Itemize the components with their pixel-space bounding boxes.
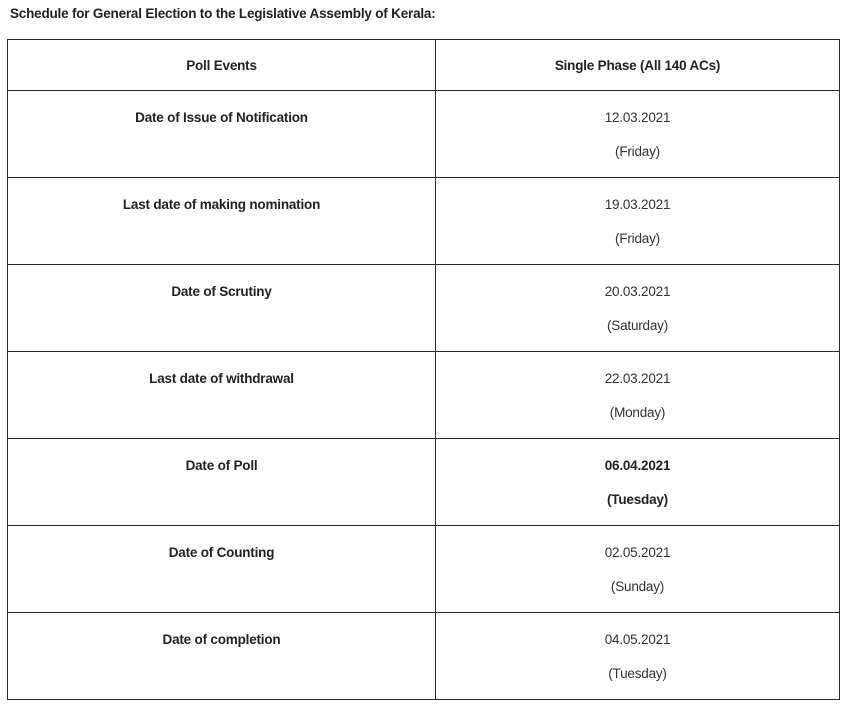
table-row <box>8 178 840 265</box>
date-cell <box>436 613 840 700</box>
date-value: 20.03.2021 <box>604 284 671 299</box>
date-cell <box>436 352 840 439</box>
table-row <box>8 352 840 439</box>
event-cell <box>8 613 436 700</box>
table-row <box>8 526 840 613</box>
table-header-row <box>8 40 840 91</box>
day-value: (Friday) <box>615 144 660 159</box>
day-value: (Monday) <box>609 405 666 420</box>
date-cell <box>436 439 840 526</box>
date-cell <box>436 91 840 178</box>
date-value: 22.03.2021 <box>604 371 671 386</box>
date-value: 04.05.2021 <box>604 632 671 647</box>
date-value: 06.04.2021 <box>604 458 671 473</box>
date-value: 12.03.2021 <box>604 110 671 125</box>
event-cell <box>8 352 436 439</box>
date-cell <box>436 526 840 613</box>
date-cell <box>436 178 840 265</box>
event-cell <box>8 178 436 265</box>
event-cell <box>8 439 436 526</box>
page-title: Schedule for General Election to the Legislative Assembly of Kerala: <box>10 6 436 21</box>
date-cell <box>436 265 840 352</box>
column-header-single-phase: Single Phase (All 140 ACs) <box>436 40 840 91</box>
day-value: (Friday) <box>615 231 660 246</box>
date-value: 19.03.2021 <box>604 197 671 212</box>
day-value: (Tuesday) <box>608 666 667 681</box>
table-row <box>8 265 840 352</box>
table-row <box>8 91 840 178</box>
day-value: (Saturday) <box>606 318 669 333</box>
table-row <box>8 613 840 700</box>
day-value: (Tuesday) <box>607 492 668 507</box>
day-value: (Sunday) <box>610 579 665 594</box>
event-label: Last date of withdrawal <box>149 371 294 386</box>
event-label: Date of Issue of Notification <box>135 110 308 125</box>
event-label: Date of completion <box>162 632 281 647</box>
table-row <box>8 439 840 526</box>
event-label: Date of Scrutiny <box>171 284 272 299</box>
event-cell <box>8 265 436 352</box>
election-schedule-table <box>7 39 840 700</box>
event-cell <box>8 91 436 178</box>
event-cell <box>8 526 436 613</box>
event-label: Last date of making nomination <box>122 197 321 212</box>
event-label: Date of Poll <box>185 458 258 473</box>
event-label: Date of Counting <box>168 545 275 560</box>
date-value: 02.05.2021 <box>604 545 671 560</box>
column-header-poll-events: Poll Events <box>8 40 436 91</box>
